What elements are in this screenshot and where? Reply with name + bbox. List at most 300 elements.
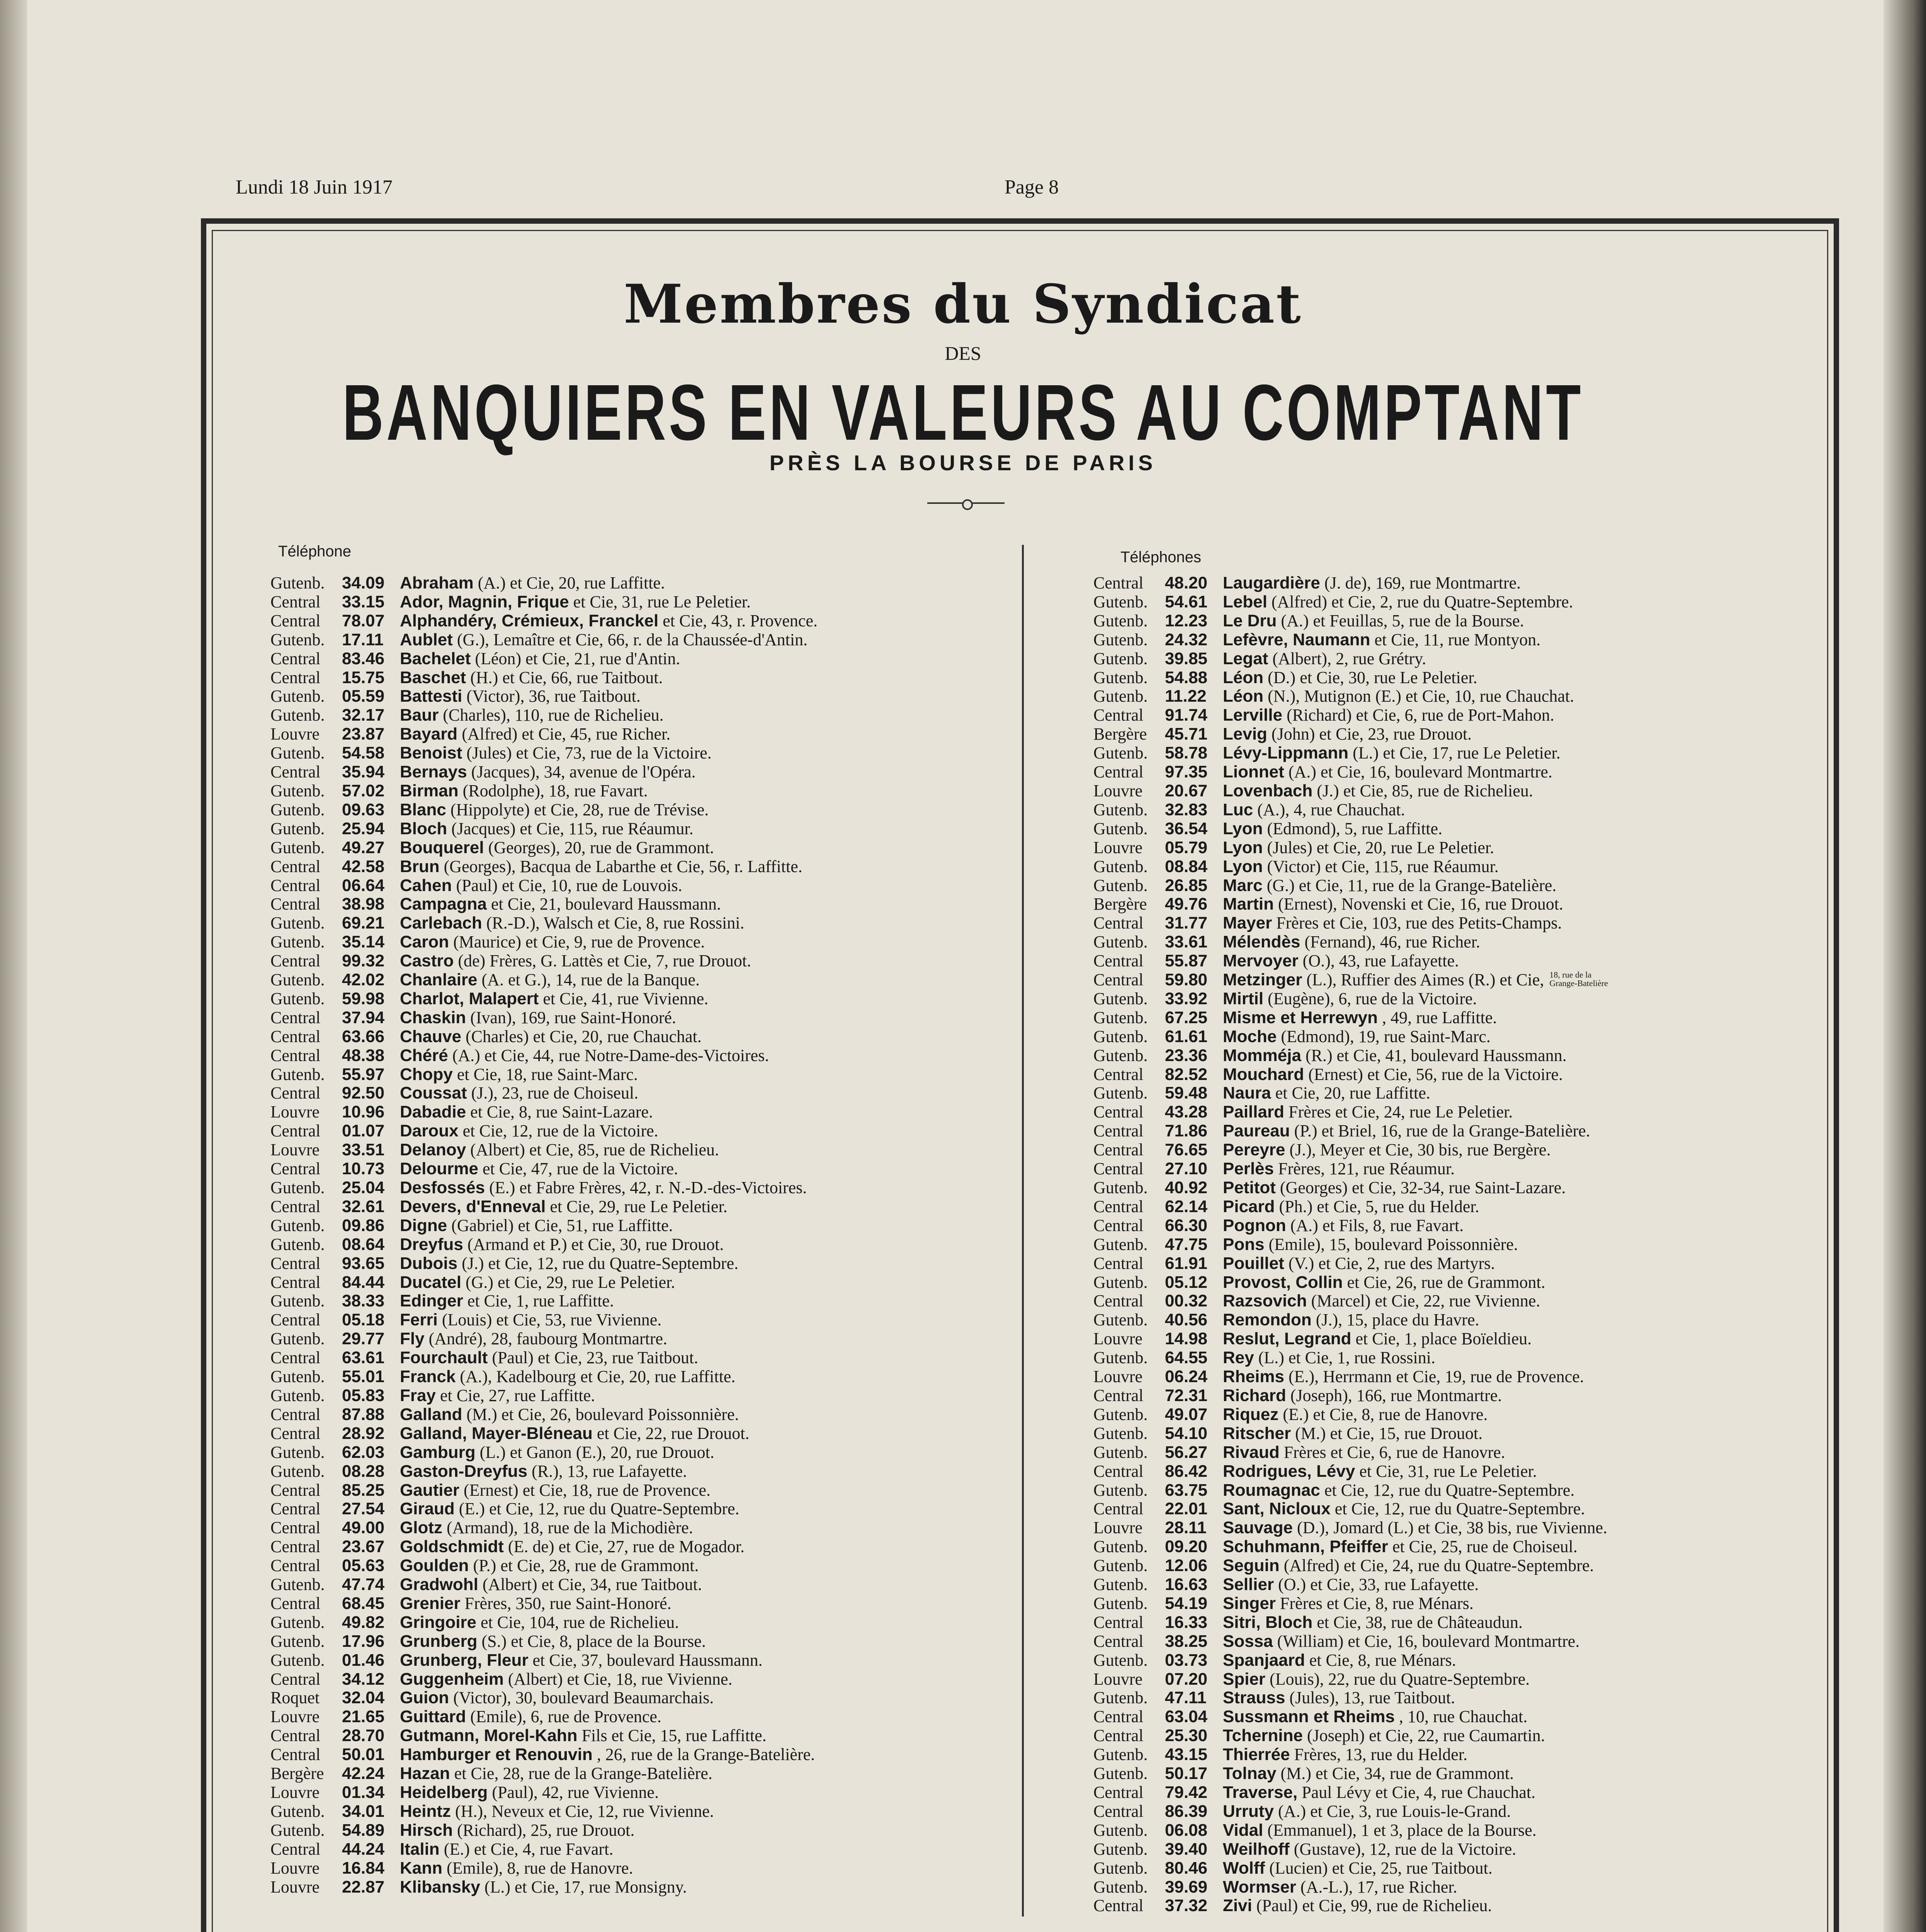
exchange: Gutenb.: [1093, 1442, 1148, 1462]
phone-number: 28.11: [1165, 1518, 1207, 1537]
member-row: [270, 1009, 1005, 1027]
exchange: Central: [1093, 1140, 1144, 1160]
phone-number: 40.56: [1165, 1310, 1208, 1330]
member-name: Richard: [1223, 1386, 1286, 1405]
member-name: Sant, Nicloux: [1223, 1499, 1331, 1519]
page-number: Page 8: [1005, 176, 1059, 198]
exchange: Gutenb.: [1093, 989, 1148, 1008]
exchange: Central: [270, 876, 321, 895]
member-entry: [1223, 990, 1477, 1009]
member-entry: [400, 1783, 659, 1802]
exchange: Central: [270, 857, 321, 876]
member-name: Hirsch: [400, 1820, 453, 1840]
member-row: [270, 1349, 1005, 1367]
member-entry: [1223, 725, 1472, 744]
member-name: Bouquerel: [400, 838, 484, 857]
member-entry: [400, 1386, 595, 1405]
exchange: Gutenb.: [1093, 1594, 1148, 1613]
member-address: et Cie, 8, rue Ménars.: [1309, 1650, 1456, 1670]
phone-number: 54.61: [1165, 592, 1208, 611]
phone-number: 35.94: [342, 762, 385, 782]
member-name: Pons: [1223, 1235, 1265, 1254]
phone-number: 48.20: [1165, 573, 1208, 592]
phone-number: 34.09: [342, 573, 385, 592]
member-entry: [1223, 857, 1499, 876]
title-members: Membres du Syndicat: [624, 272, 1302, 335]
member-name: Lerville: [1223, 706, 1283, 725]
phone-number: 47.11: [1165, 1688, 1207, 1708]
member-entry: [400, 1726, 767, 1745]
member-entry: [1223, 612, 1524, 631]
member-entry: [400, 914, 745, 933]
member-name: Mouchard: [1223, 1065, 1304, 1084]
member-row: [1093, 1122, 1808, 1141]
phone-number: 49.00: [342, 1518, 385, 1537]
phone-number: 59.98: [342, 989, 385, 1008]
member-entry: [400, 1878, 687, 1897]
phone-number: 64.55: [1165, 1348, 1208, 1367]
member-address: et Cie, 31, rue Le Peletier.: [573, 592, 751, 611]
member-name: Italin: [400, 1839, 440, 1859]
phone-number: 07.20: [1165, 1669, 1208, 1689]
member-address: (N.), Mutignon (E.) et Cie, 10, rue Chauchat.: [1268, 687, 1574, 706]
member-entry: [1223, 1859, 1493, 1878]
member-address: (Jules), 13, rue Taitbout.: [1289, 1688, 1455, 1708]
member-address: et Cie, 21, boulevard Haussmann.: [491, 895, 721, 914]
member-row: [270, 1859, 1005, 1878]
phone-number: 99.32: [342, 951, 385, 971]
member-address: et Cie, 20, rue Laffitte.: [1275, 1083, 1430, 1103]
member-address: (Léon) et Cie, 21, rue d'Antin.: [475, 649, 680, 668]
member-row: [270, 1670, 1005, 1689]
member-entry: [400, 650, 680, 668]
exchange: Gutenb.: [270, 1461, 325, 1481]
exchange: Gutenb.: [1093, 1348, 1148, 1367]
member-entry: [400, 1575, 702, 1594]
exchange: Gutenb.: [1093, 1178, 1148, 1197]
member-entry: [400, 1632, 706, 1651]
member-address: Frères et Cie, 103, rue des Petits-Champs.: [1276, 913, 1562, 933]
member-entry: [1223, 1367, 1584, 1386]
member-entry: [400, 1405, 739, 1424]
member-row: [1093, 782, 1808, 801]
member-entry: [400, 612, 818, 631]
member-address: (G.), Lemaître et Cie, 66, r. de la Chaussée-d'Antin.: [457, 630, 808, 649]
member-address: (A.), Kadelbourg et Cie, 20, rue Laffitte.: [460, 1367, 736, 1386]
member-address: (Richard), 25, rue Drouot.: [457, 1820, 635, 1840]
phone-number: 61.91: [1165, 1253, 1208, 1273]
member-name: Lovenbach: [1223, 781, 1313, 800]
member-name: Lefèvre, Naumann: [1223, 630, 1370, 649]
phone-number: 22.87: [342, 1877, 385, 1896]
phone-number: 67.25: [1165, 1008, 1208, 1027]
member-entry: [1223, 706, 1554, 725]
member-address: (John) et Cie, 23, rue Drouot.: [1271, 724, 1472, 744]
member-name: Picard: [1223, 1197, 1275, 1216]
member-row: [1093, 1330, 1808, 1349]
exchange: Central: [1093, 1896, 1144, 1915]
member-row: [1093, 1802, 1808, 1821]
column-divider: [1022, 545, 1024, 1917]
member-entry: [400, 820, 694, 838]
exchange: Gutenb.: [270, 1612, 325, 1632]
member-name: Gringoire: [400, 1612, 477, 1632]
member-address: (Edmond), 19, rue Saint-Marc.: [1281, 1027, 1491, 1046]
member-name: Levig: [1223, 724, 1267, 744]
member-name: Guion: [400, 1688, 449, 1708]
member-row: [1093, 1443, 1808, 1462]
member-address: (Edmond), 5, rue Laffitte.: [1267, 819, 1443, 838]
phone-number: 72.31: [1165, 1386, 1208, 1405]
member-entry: [400, 1065, 638, 1084]
exchange: Central: [1093, 1253, 1144, 1273]
phone-number: 16.84: [342, 1858, 385, 1878]
member-entry: [1223, 1330, 1532, 1349]
exchange: Central: [1093, 1783, 1144, 1802]
member-address: (Albert) et Cie, 85, rue de Richelieu.: [470, 1140, 719, 1160]
member-address: (A.) et Cie, 44, rue Notre-Dame-des-Victoires.: [452, 1046, 769, 1065]
member-name: Abraham: [400, 573, 474, 592]
member-entry: [400, 1273, 675, 1292]
member-address: (O.), 43, rue Lafayette.: [1302, 951, 1459, 971]
member-entry: [1223, 1103, 1513, 1122]
exchange: Gutenb.: [1093, 1650, 1148, 1670]
member-entry: [1223, 1556, 1594, 1575]
phone-number: 15.75: [342, 668, 385, 687]
member-address: et Cie, 41, rue Vivienne.: [543, 989, 709, 1008]
phone-number: 59.80: [1165, 970, 1208, 990]
member-row: [1093, 1670, 1808, 1689]
phone-number: 32.83: [1165, 800, 1208, 819]
exchange: Central: [270, 668, 321, 687]
exchange: Gutenb.: [270, 838, 325, 857]
member-row: [1093, 650, 1808, 668]
member-name: Lévy-Lippmann: [1223, 743, 1349, 763]
exchange: Gutenb.: [270, 781, 325, 800]
phone-number: 44.24: [342, 1839, 385, 1859]
member-row: [270, 876, 1005, 895]
member-row: [1093, 1065, 1808, 1084]
exchange: Central: [270, 1423, 321, 1443]
member-row: [1093, 952, 1808, 971]
exchange: Central: [1093, 1499, 1144, 1519]
phone-number: 25.30: [1165, 1726, 1208, 1745]
exchange: Central: [1093, 970, 1144, 990]
phone-number: 38.33: [342, 1291, 385, 1311]
phone-number: 29.77: [342, 1329, 385, 1349]
exchange: Gutenb.: [270, 743, 325, 763]
member-address: (Jules) et Cie, 73, rue de la Victoire.: [466, 743, 712, 763]
member-address: et Cie, 1, place Boïeldieu.: [1355, 1329, 1532, 1349]
phone-number: 23.36: [1165, 1046, 1208, 1065]
member-name: Riquez: [1223, 1405, 1279, 1424]
member-entry: [1223, 1896, 1492, 1915]
member-row: [270, 612, 1005, 631]
member-address: (J.) et Cie, 12, rue du Quatre-Septembre.: [462, 1253, 739, 1273]
member-entry: [400, 1821, 634, 1840]
member-name: Pouillet: [1223, 1253, 1284, 1273]
phone-number: 45.71: [1165, 724, 1208, 744]
member-address: (Hippolyte) et Cie, 28, rue de Trévise.: [450, 800, 709, 819]
issue-date: Lundi 18 Juin 1917: [236, 176, 393, 198]
member-name: Baschet: [400, 668, 466, 687]
exchange: Gutenb.: [270, 1291, 325, 1311]
phone-number: 62.14: [1165, 1197, 1208, 1216]
phone-number: 12.06: [1165, 1556, 1208, 1575]
member-address: (R.-D.), Walsch et Cie, 8, rue Rossini.: [486, 913, 745, 933]
member-entry: [1223, 1084, 1430, 1103]
member-address: Frères et Cie, 24, rue Le Peletier.: [1288, 1102, 1513, 1122]
exchange: Roquet: [270, 1688, 320, 1708]
exchange: Gutenb.: [1093, 1235, 1148, 1254]
member-address: , 26, rue de la Grange-Batelière.: [597, 1745, 815, 1764]
member-entry: [1223, 687, 1574, 706]
member-address: (Lucien) et Cie, 25, rue Taitbout.: [1269, 1858, 1493, 1878]
phone-number: 55.87: [1165, 951, 1208, 971]
phone-number: 34.01: [342, 1801, 385, 1821]
member-entry: [400, 1311, 661, 1330]
phone-number: 40.92: [1165, 1178, 1208, 1197]
member-row: [1093, 838, 1808, 857]
member-address: (Albert), 2, rue Grétry.: [1272, 649, 1426, 668]
member-address: (H.), Neveux et Cie, 12, rue Vivienne.: [455, 1801, 714, 1821]
member-row: [270, 1254, 1005, 1273]
phone-number: 14.98: [1165, 1329, 1208, 1349]
member-address: (William) et Cie, 16, boulevard Montmartre.: [1277, 1631, 1580, 1651]
member-entry: [400, 1197, 728, 1216]
member-address: Frères et Cie, 6, rue de Hanovre.: [1283, 1442, 1505, 1462]
member-row: [270, 1235, 1005, 1254]
member-entry: [1223, 574, 1521, 593]
member-entry: [400, 668, 663, 687]
phone-number: 79.42: [1165, 1783, 1208, 1802]
member-name: Chéré: [400, 1046, 448, 1065]
member-name: Rodrigues, Lévy: [1223, 1461, 1355, 1481]
member-name: Zivi: [1223, 1896, 1252, 1915]
exchange: Central: [270, 649, 321, 668]
member-address: (J.), 23, rue de Choiseul.: [471, 1083, 639, 1103]
member-entry: [400, 1216, 673, 1235]
member-address: (Gabriel) et Cie, 51, rue Laffitte.: [451, 1216, 673, 1235]
member-entry: [1223, 1500, 1585, 1519]
member-row: [1093, 820, 1808, 838]
member-address: (D.) et Cie, 30, rue Le Peletier.: [1268, 668, 1477, 687]
member-name: Chopy: [400, 1065, 453, 1084]
member-row: [1093, 1783, 1808, 1802]
member-entry: [1223, 763, 1552, 782]
member-address: Frères, 350, rue Saint-Honoré.: [464, 1594, 671, 1613]
member-address: (Ph.) et Cie, 5, rue du Helder.: [1279, 1197, 1479, 1216]
member-name: Vidal: [1223, 1820, 1263, 1840]
member-entry: [400, 801, 709, 820]
member-entry: [1223, 1027, 1491, 1046]
member-row: [1093, 1009, 1808, 1027]
exchange: Gutenb.: [270, 970, 325, 990]
exchange: Central: [1093, 706, 1144, 725]
phone-number: 33.92: [1165, 989, 1208, 1008]
member-name: Rheims: [1223, 1367, 1284, 1386]
member-name: Galland, Mayer-Bléneau: [400, 1423, 593, 1443]
phone-number: 84.44: [342, 1272, 385, 1292]
exchange: Gutenb.: [270, 1065, 325, 1084]
member-address: (Charles) et Cie, 20, rue Chauchat.: [465, 1027, 702, 1046]
member-address: et Cie, 27, rue Laffitte.: [440, 1386, 595, 1405]
member-name: Fray: [400, 1386, 436, 1405]
member-name: Hamburger et Renouvin: [400, 1745, 593, 1764]
member-name: Perlès: [1223, 1159, 1274, 1179]
phone-number: 42.02: [342, 970, 385, 990]
member-address: et Cie, 104, rue de Richelieu.: [481, 1612, 679, 1632]
exchange: Louvre: [270, 724, 320, 744]
exchange: Louvre: [1093, 1329, 1143, 1349]
member-row: [270, 782, 1005, 801]
member-entry: [1223, 1179, 1566, 1197]
member-entry: [400, 1670, 733, 1689]
member-entry: [1223, 933, 1480, 952]
member-address: (Alfred) et Cie, 2, rue du Quatre-Septembre.: [1271, 592, 1573, 611]
member-address: (Charles), 110, rue de Richelieu.: [443, 706, 664, 725]
member-name: Benoist: [400, 743, 462, 763]
member-name: Giraud: [400, 1499, 455, 1519]
member-address: (Alfred) et Cie, 24, rue du Quatre-Septembre.: [1283, 1556, 1594, 1575]
member-address: (H.) et Cie, 66, rue Taitbout.: [470, 668, 663, 687]
member-entry: [400, 1519, 693, 1537]
member-name: Chanlaire: [400, 970, 478, 990]
exchange: Central: [1093, 762, 1144, 782]
phone-number: 10.73: [342, 1159, 385, 1179]
exchange: Louvre: [270, 1140, 320, 1160]
member-address: (Emile), 8, rue de Hanovre.: [447, 1858, 633, 1878]
member-row: [1093, 1745, 1808, 1764]
exchange: Gutenb.: [1093, 876, 1148, 895]
member-address: et Cie, 1, rue Laffitte.: [467, 1291, 614, 1311]
exchange: Bergère: [1093, 895, 1147, 914]
member-name: Delanoy: [400, 1140, 466, 1160]
member-row: [270, 1330, 1005, 1349]
exchange: Central: [270, 1348, 321, 1367]
phone-number: 05.79: [1165, 838, 1208, 857]
member-name: Fly: [400, 1329, 425, 1349]
member-address: (Emile), 15, boulevard Poissonnière.: [1268, 1235, 1518, 1254]
phone-number: 20.67: [1165, 781, 1208, 800]
member-row: [270, 1141, 1005, 1160]
member-name: Devers, d'Enneval: [400, 1197, 546, 1216]
exchange: Bergère: [1093, 724, 1147, 744]
member-address: et Cie, 26, rue de Grammont.: [1347, 1272, 1545, 1292]
exchange: Gutenb.: [270, 1442, 325, 1462]
member-row: [270, 1821, 1005, 1840]
member-name: Ador, Magnin, Frique: [400, 592, 569, 611]
col-head-left: Téléphone: [278, 543, 352, 560]
member-name: Momméja: [1223, 1046, 1301, 1065]
exchange: Central: [270, 1027, 321, 1046]
member-row: [1093, 1764, 1808, 1783]
phone-number: 57.02: [342, 781, 385, 800]
exchange: Gutenb.: [270, 819, 325, 838]
exchange: Gutenb.: [270, 1386, 325, 1405]
member-entry: [400, 1556, 699, 1575]
member-entry: [400, 1424, 750, 1443]
member-row: [1093, 593, 1808, 612]
member-entry: [1223, 1160, 1455, 1179]
member-address: et Cie, 18, rue Saint-Marc.: [457, 1065, 638, 1084]
member-row: [1093, 1084, 1808, 1103]
member-row: [1093, 1235, 1808, 1254]
phone-number: 23.67: [342, 1537, 385, 1556]
member-row: [270, 857, 1005, 876]
member-entry: [400, 1235, 724, 1254]
member-row: [270, 952, 1005, 971]
phone-number: 34.12: [342, 1669, 385, 1689]
exchange: Central: [1093, 1707, 1144, 1726]
member-name: Heintz: [400, 1801, 451, 1821]
member-address: (J.), Meyer et Cie, 30 bis, rue Bergère.: [1289, 1140, 1551, 1160]
member-name: Gaston-Dreyfus: [400, 1461, 528, 1481]
member-name: Baur: [400, 706, 439, 725]
exchange: Louvre: [270, 1707, 320, 1726]
member-entry: [400, 1084, 638, 1103]
exchange: Gutenb.: [1093, 1839, 1148, 1859]
member-address: et Cie, 12, rue du Quatre-Septembre.: [1324, 1480, 1575, 1500]
phone-number: 49.27: [342, 838, 385, 857]
member-address: (Louis) et Cie, 53, rue Vivienne.: [442, 1310, 662, 1330]
member-name: Ferri: [400, 1310, 438, 1330]
phone-number: 27.54: [342, 1499, 385, 1519]
member-entry: [400, 1330, 667, 1349]
member-row: [270, 1084, 1005, 1103]
member-entry: [400, 838, 714, 857]
member-row: [1093, 1575, 1808, 1594]
member-address: , 49, rue Laffitte.: [1382, 1008, 1497, 1027]
phone-number: 05.12: [1165, 1272, 1208, 1292]
member-address: et Cie, 47, rue de la Victoire.: [482, 1159, 678, 1179]
exchange: Louvre: [270, 1102, 320, 1122]
exchange: Louvre: [270, 1877, 320, 1896]
member-name: Misme et Herrewyn: [1223, 1008, 1378, 1027]
member-entry: [1223, 952, 1459, 971]
phone-number: 56.27: [1165, 1442, 1208, 1462]
exchange: Gutenb.: [1093, 649, 1148, 668]
member-entry: [400, 574, 665, 593]
member-name: Franck: [400, 1367, 456, 1386]
exchange: Gutenb.: [270, 1329, 325, 1349]
exchange: Central: [1093, 1461, 1144, 1481]
col-head-right: Téléphones: [1120, 549, 1202, 566]
exchange: Gutenb.: [270, 573, 325, 592]
member-entry: [400, 1046, 769, 1065]
member-name: Brun: [400, 857, 440, 876]
member-name: Naura: [1223, 1083, 1271, 1103]
phone-number: 92.50: [342, 1083, 385, 1103]
exchange: Central: [1093, 951, 1144, 971]
member-entry: [400, 971, 700, 990]
member-entry: [400, 1027, 702, 1046]
member-name: Schuhmann, Pfeiffer: [1223, 1537, 1388, 1556]
exchange: Gutenb.: [1093, 611, 1148, 630]
member-address: (R.), 13, rue Lafayette.: [532, 1461, 687, 1481]
exchange: Gutenb.: [1093, 800, 1148, 819]
member-name: Blanc: [400, 800, 446, 819]
member-address: (Ivan), 169, rue Saint-Honoré.: [470, 1008, 676, 1027]
member-address: (M.) et Cie, 15, rue Drouot.: [1295, 1423, 1483, 1443]
member-name: Spanjaard: [1223, 1650, 1305, 1670]
member-row: [1093, 1367, 1808, 1386]
exchange: Gutenb.: [1093, 1537, 1148, 1556]
member-name: Strauss: [1223, 1688, 1285, 1708]
phone-number: 63.04: [1165, 1707, 1208, 1726]
member-row: [1093, 1405, 1808, 1424]
member-entry: [400, 933, 705, 952]
